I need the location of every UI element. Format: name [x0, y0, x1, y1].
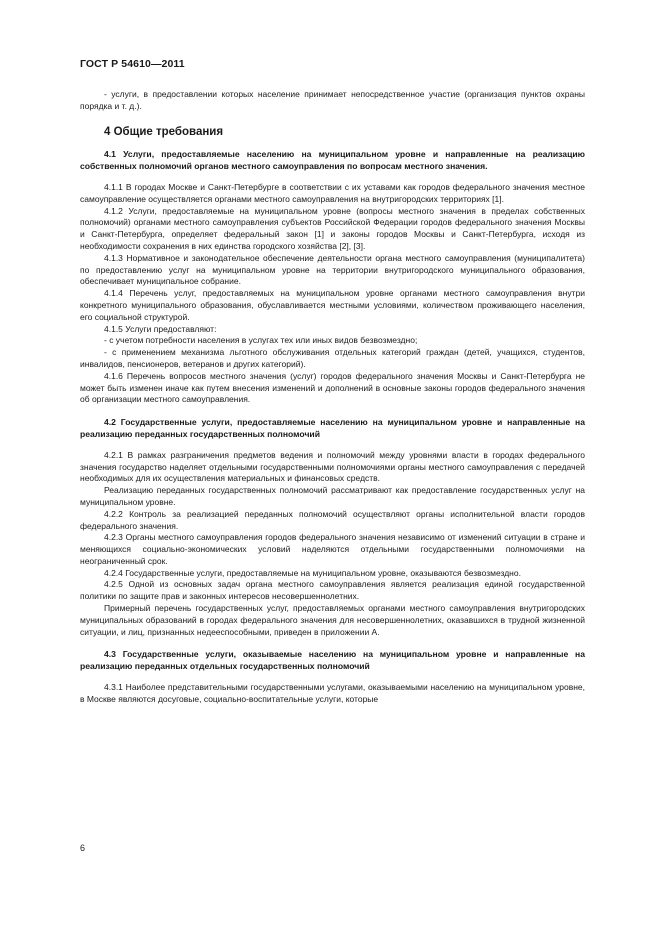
paragraph: 4.1.2 Услуги, предоставляемые на муниципальном уровне (вопросы местного значения в пределах собственных полномочий) органами местного самоуправления субъектов Российской Федерации городов федерального значения Москвы и Санкт-Петербурга, определяет федеральный закон [1] и законы городов Москвы и Санкт-Петербурга, исходя из необходимости сохранения в них единства городского хозяйства [2], [3].: [80, 205, 585, 251]
paragraph: 4.2.3 Органы местного самоуправления городов федерального значения независимо от изменений ситуации в стране и меняющихся социально-экономических условий наделяются отдельными государственными полномочиями на неограниченный срок.: [80, 532, 585, 566]
paragraph: 4.1.3 Нормативное и законодательное обеспечение деятельности органа местного самоуправления (муниципалитета) по предоставлению услуг на муниципальном уровне на территории внутригородского муниципального образования, обеспечивает муниципальное собрание.: [80, 252, 585, 287]
subsection-heading: 4.2 Государственные услуги, предоставляемые населению на муниципальном уровне и направленные на реализацию переданных государственных полномочий: [80, 417, 585, 439]
document-body: [80, 89, 585, 706]
paragraph: Реализацию переданных государственных полномочий рассматривают как предоставление государственных услуг на муниципальном уровне.: [80, 485, 585, 507]
paragraph: 4.1.6 Перечень вопросов местного значения (услуг) городов федерального значения Москвы и Санкт-Петербурга не может быть изменен иначе как путем внесения изменений и дополнений в основные законы городов федерального значения об организации местного самоуправления.: [80, 370, 585, 405]
paragraph: 4.2.2 Контроль за реализацией переданных полномочий осуществляют органы исполнительной власти городов федерального значения.: [80, 508, 585, 531]
paragraph: 4.1.1 В городах Москве и Санкт-Петербурге в соответствии с их уставами как городов федерального значения местное самоуправление осуществляется органами местного самоуправления на внутригородских территориях [1].: [80, 181, 585, 204]
subsection-heading: 4.1 Услуги, предоставляемые населению на муниципальном уровне и направленные на реализацию собственных полномочий органов местного самоуправления по вопросам местного значения.: [80, 149, 585, 172]
paragraph: 4.2.4 Государственные услуги, предоставляемые на муниципальном уровне, оказываются безвозмездно.: [104, 567, 521, 578]
paragraph: 4.1.5 Услуги предоставляют:: [104, 323, 217, 334]
list-item: - с учетом потребности населения в услугах тех или иных видов безвозмездно;: [104, 335, 418, 346]
list-item: - с применением механизма льготного обслуживания отдельных категорий граждан (детей, учащихся, студентов, инвалидов, пенсионеров, ветеранов и других категорий).: [80, 347, 585, 369]
paragraph: Примерный перечень государственных услуг, предоставляемых органами местного самоуправления внутригородских муниципальных образований в городах федерального значения для несовершеннолетних, оказавшихся в трудной жизненной ситуации, и лиц, признанных недееспособными, приведен в приложении А.: [80, 603, 585, 637]
page-number: 6: [80, 843, 86, 853]
standard-header: ГОСТ Р 54610—2011: [80, 58, 185, 70]
paragraph: 4.1.4 Перечень услуг, предоставляемых на муниципальном уровне органами местного самоуправления внутри конкретного муниципального образования, обуславливается местными условиями, количеством проживающего населения, его социальной структурой.: [80, 288, 585, 322]
paragraph: 4.2.1 В рамках разграничения предметов ведения и полномочий между уровнями власти в городах федерального значения государство наделяет отдельными государственными полномочиями органы местного самоуправления с передачей необходимых для их осуществления материальных и финансовых средств.: [80, 449, 585, 484]
section-title: 4 Общие требования: [104, 125, 224, 138]
subsection-heading: 4.3 Государственные услуги, оказываемые населению на муниципальном уровне и направленные на реализацию переданных отдельных государственных полномочий: [80, 649, 585, 672]
paragraph: 4.2.5 Одной из основных задач органа местного самоуправления является реализация единой государственной политики по защите прав и законных интересов несовершеннолетних.: [80, 579, 585, 602]
paragraph: 4.3.1 Наиболее представительными государственными услугами, оказываемыми населению на муниципальном уровне, в Москве являются досуговые, социально-воспитательные услуги, которые: [80, 682, 585, 704]
paragraph: - услуги, в предоставлении которых население принимает непосредственное участие (организация пунктов охраны порядка и т. д.).: [80, 89, 585, 111]
